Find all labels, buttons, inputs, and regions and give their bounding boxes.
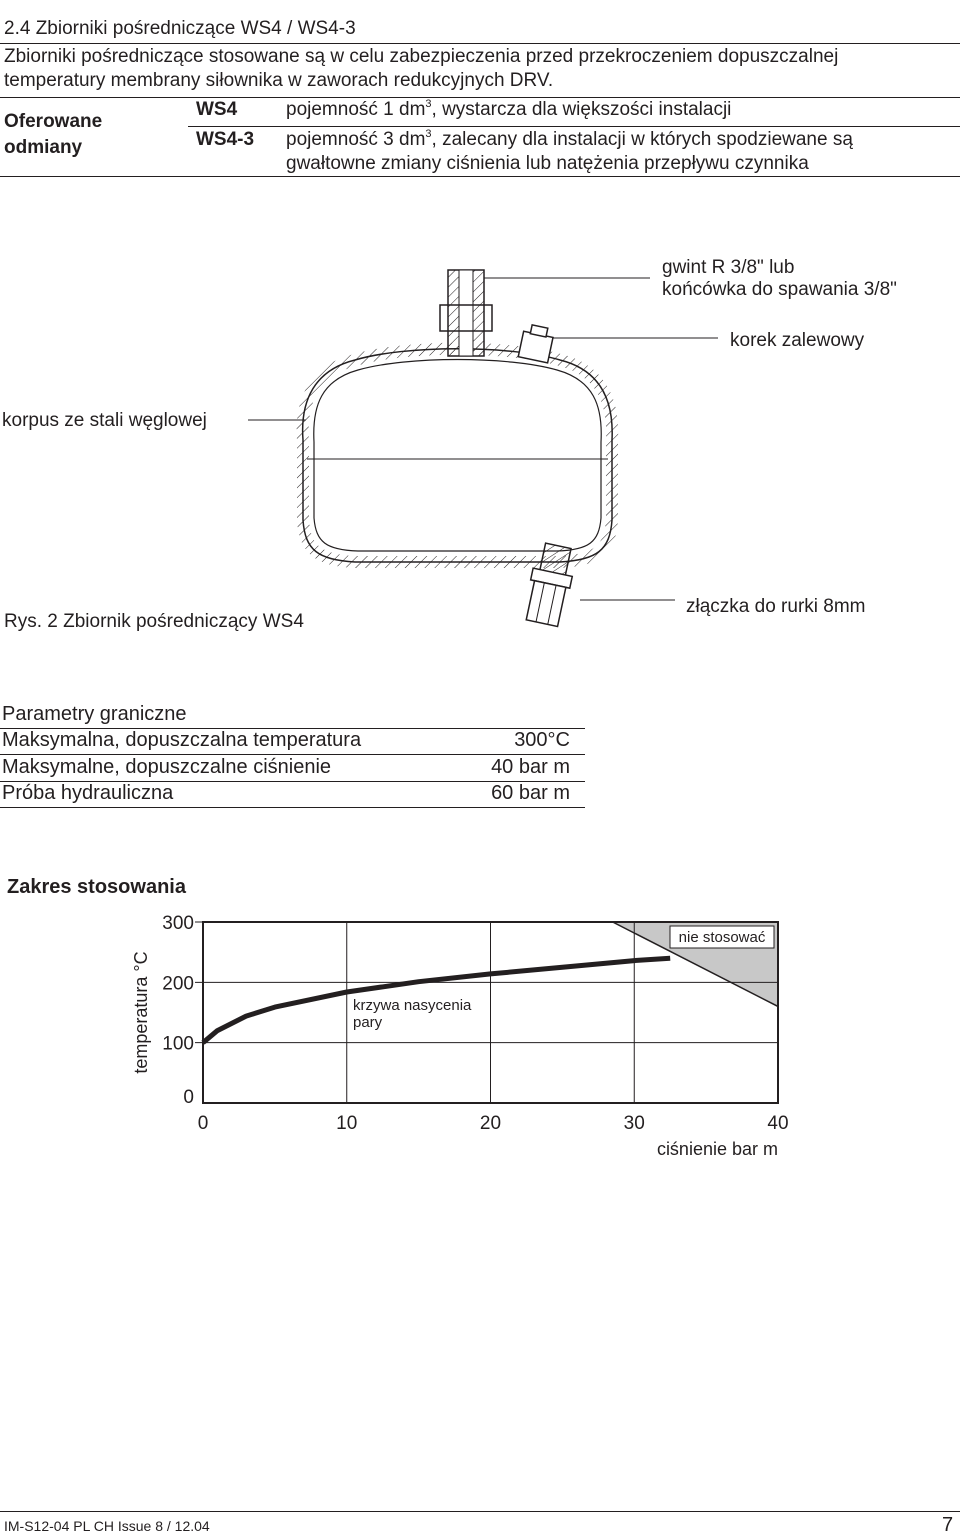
y-tick-label-1: 100 — [162, 1033, 194, 1055]
intro-line-2: temperatury membrany siłownika w zaworach redukcyjnych DRV. — [4, 70, 554, 91]
section-title: 2.4 Zbiorniki pośredniczące WS4 / WS4-3 — [4, 18, 356, 39]
intro-line-1: Zbiorniki pośredniczące stosowane są w celu zabezpieczenia przed przekroczeniem dopuszczalnej — [4, 46, 839, 67]
figure-caption: Rys. 2 Zbiornik pośredniczący WS4 — [4, 611, 304, 632]
bottom-fitting — [522, 542, 578, 628]
variants-bottom-rule — [0, 176, 960, 177]
x-tick-label-2: 20 — [479, 1113, 502, 1134]
thread-bore — [459, 270, 473, 356]
x-tick-label-4: 40 — [767, 1113, 789, 1134]
variant-desc-ws4-3-sup: 3 — [425, 128, 432, 140]
variants-label-line-2: odmiany — [4, 137, 83, 158]
variants-label-line-1: Oferowane — [4, 111, 103, 132]
limits-value-max-pressure: 40 bar m — [491, 756, 570, 778]
tank-shell-inner — [314, 360, 601, 552]
variant-desc-ws4-pre: pojemność 1 dm — [286, 99, 426, 120]
limits-label-max-temp: Maksymalna, dopuszczalna temperatura — [2, 729, 362, 751]
limits-heading: Parametry graniczne — [2, 703, 187, 725]
variant-desc-ws4-sup: 3 — [425, 98, 432, 110]
limits-rule-1 — [0, 754, 585, 755]
variants-mid-rule — [188, 126, 960, 127]
chart-title: Zakres stosowania — [7, 876, 186, 898]
limits-value-max-temp: 300°C — [514, 729, 570, 751]
variant-code-ws4-3: WS4-3 — [196, 129, 255, 150]
variant-desc-ws4-3-pre: pojemność 3 dm — [286, 129, 426, 150]
label-tube-fitting: złączka do rurki 8mm — [686, 596, 866, 617]
label-filler-plug: korek zalewowy — [730, 330, 865, 351]
curve-annotation-line-2: pary — [353, 1014, 383, 1031]
label-carbon-steel-body: korpus ze stali węglowej — [2, 410, 207, 431]
x-tick-label-1: 10 — [336, 1113, 358, 1134]
limits-value-hydro-test: 60 bar m — [491, 782, 570, 804]
variant-code-ws4: WS4 — [196, 99, 238, 120]
label-thread-line-2: końcówka do spawania 3/8" — [662, 279, 897, 300]
y-tick-label-2: 200 — [162, 973, 194, 995]
variant-desc-ws4-3-post: , zalecany dla instalacji w których spodziewane są — [431, 129, 853, 150]
footer-page-number: 7 — [942, 1514, 954, 1536]
limits-label-max-pressure: Maksymalne, dopuszczalne ciśnienie — [2, 756, 332, 778]
limits-rule-3 — [0, 807, 585, 808]
x-tick-label-3: 30 — [623, 1113, 645, 1134]
y-tick-label-0: 0 — [183, 1087, 194, 1108]
x-axis-label: ciśnienie bar m — [656, 1139, 778, 1159]
title-rule — [0, 43, 960, 44]
y-tick-label-3: 300 — [162, 913, 194, 934]
curve-annotation-line-1: krzywa nasycenia — [353, 997, 472, 1014]
filler-plug — [518, 323, 554, 362]
label-thread-line-1: gwint R 3/8" lub — [662, 257, 795, 278]
variant-desc-ws4-post: , wystarcza dla większości instalacji — [431, 99, 732, 120]
x-tick-label-0: 0 — [197, 1113, 209, 1134]
footer-rule — [0, 1511, 960, 1512]
forbidden-region-label: nie stosować — [678, 929, 766, 946]
variant-desc-ws4-3 — [286, 129, 853, 151]
tank-shell — [303, 349, 613, 562]
application-range-chart — [0, 900, 960, 1180]
variant-desc-ws4-3-line-2: gwałtowne zmiany ciśnienia lub natężenia przepływu czynnika — [286, 153, 809, 174]
y-axis-label: temperatura °C — [131, 951, 151, 1074]
tank-drawing — [0, 250, 960, 650]
tank-shell-wall — [303, 349, 613, 562]
limits-label-hydro-test: Próba hydrauliczna — [2, 782, 174, 804]
variants-top-rule — [0, 97, 960, 98]
variant-desc-ws4 — [286, 99, 731, 121]
footer-doc-ref: IM-S12-04 PL CH Issue 8 / 12.04 — [4, 1518, 210, 1534]
